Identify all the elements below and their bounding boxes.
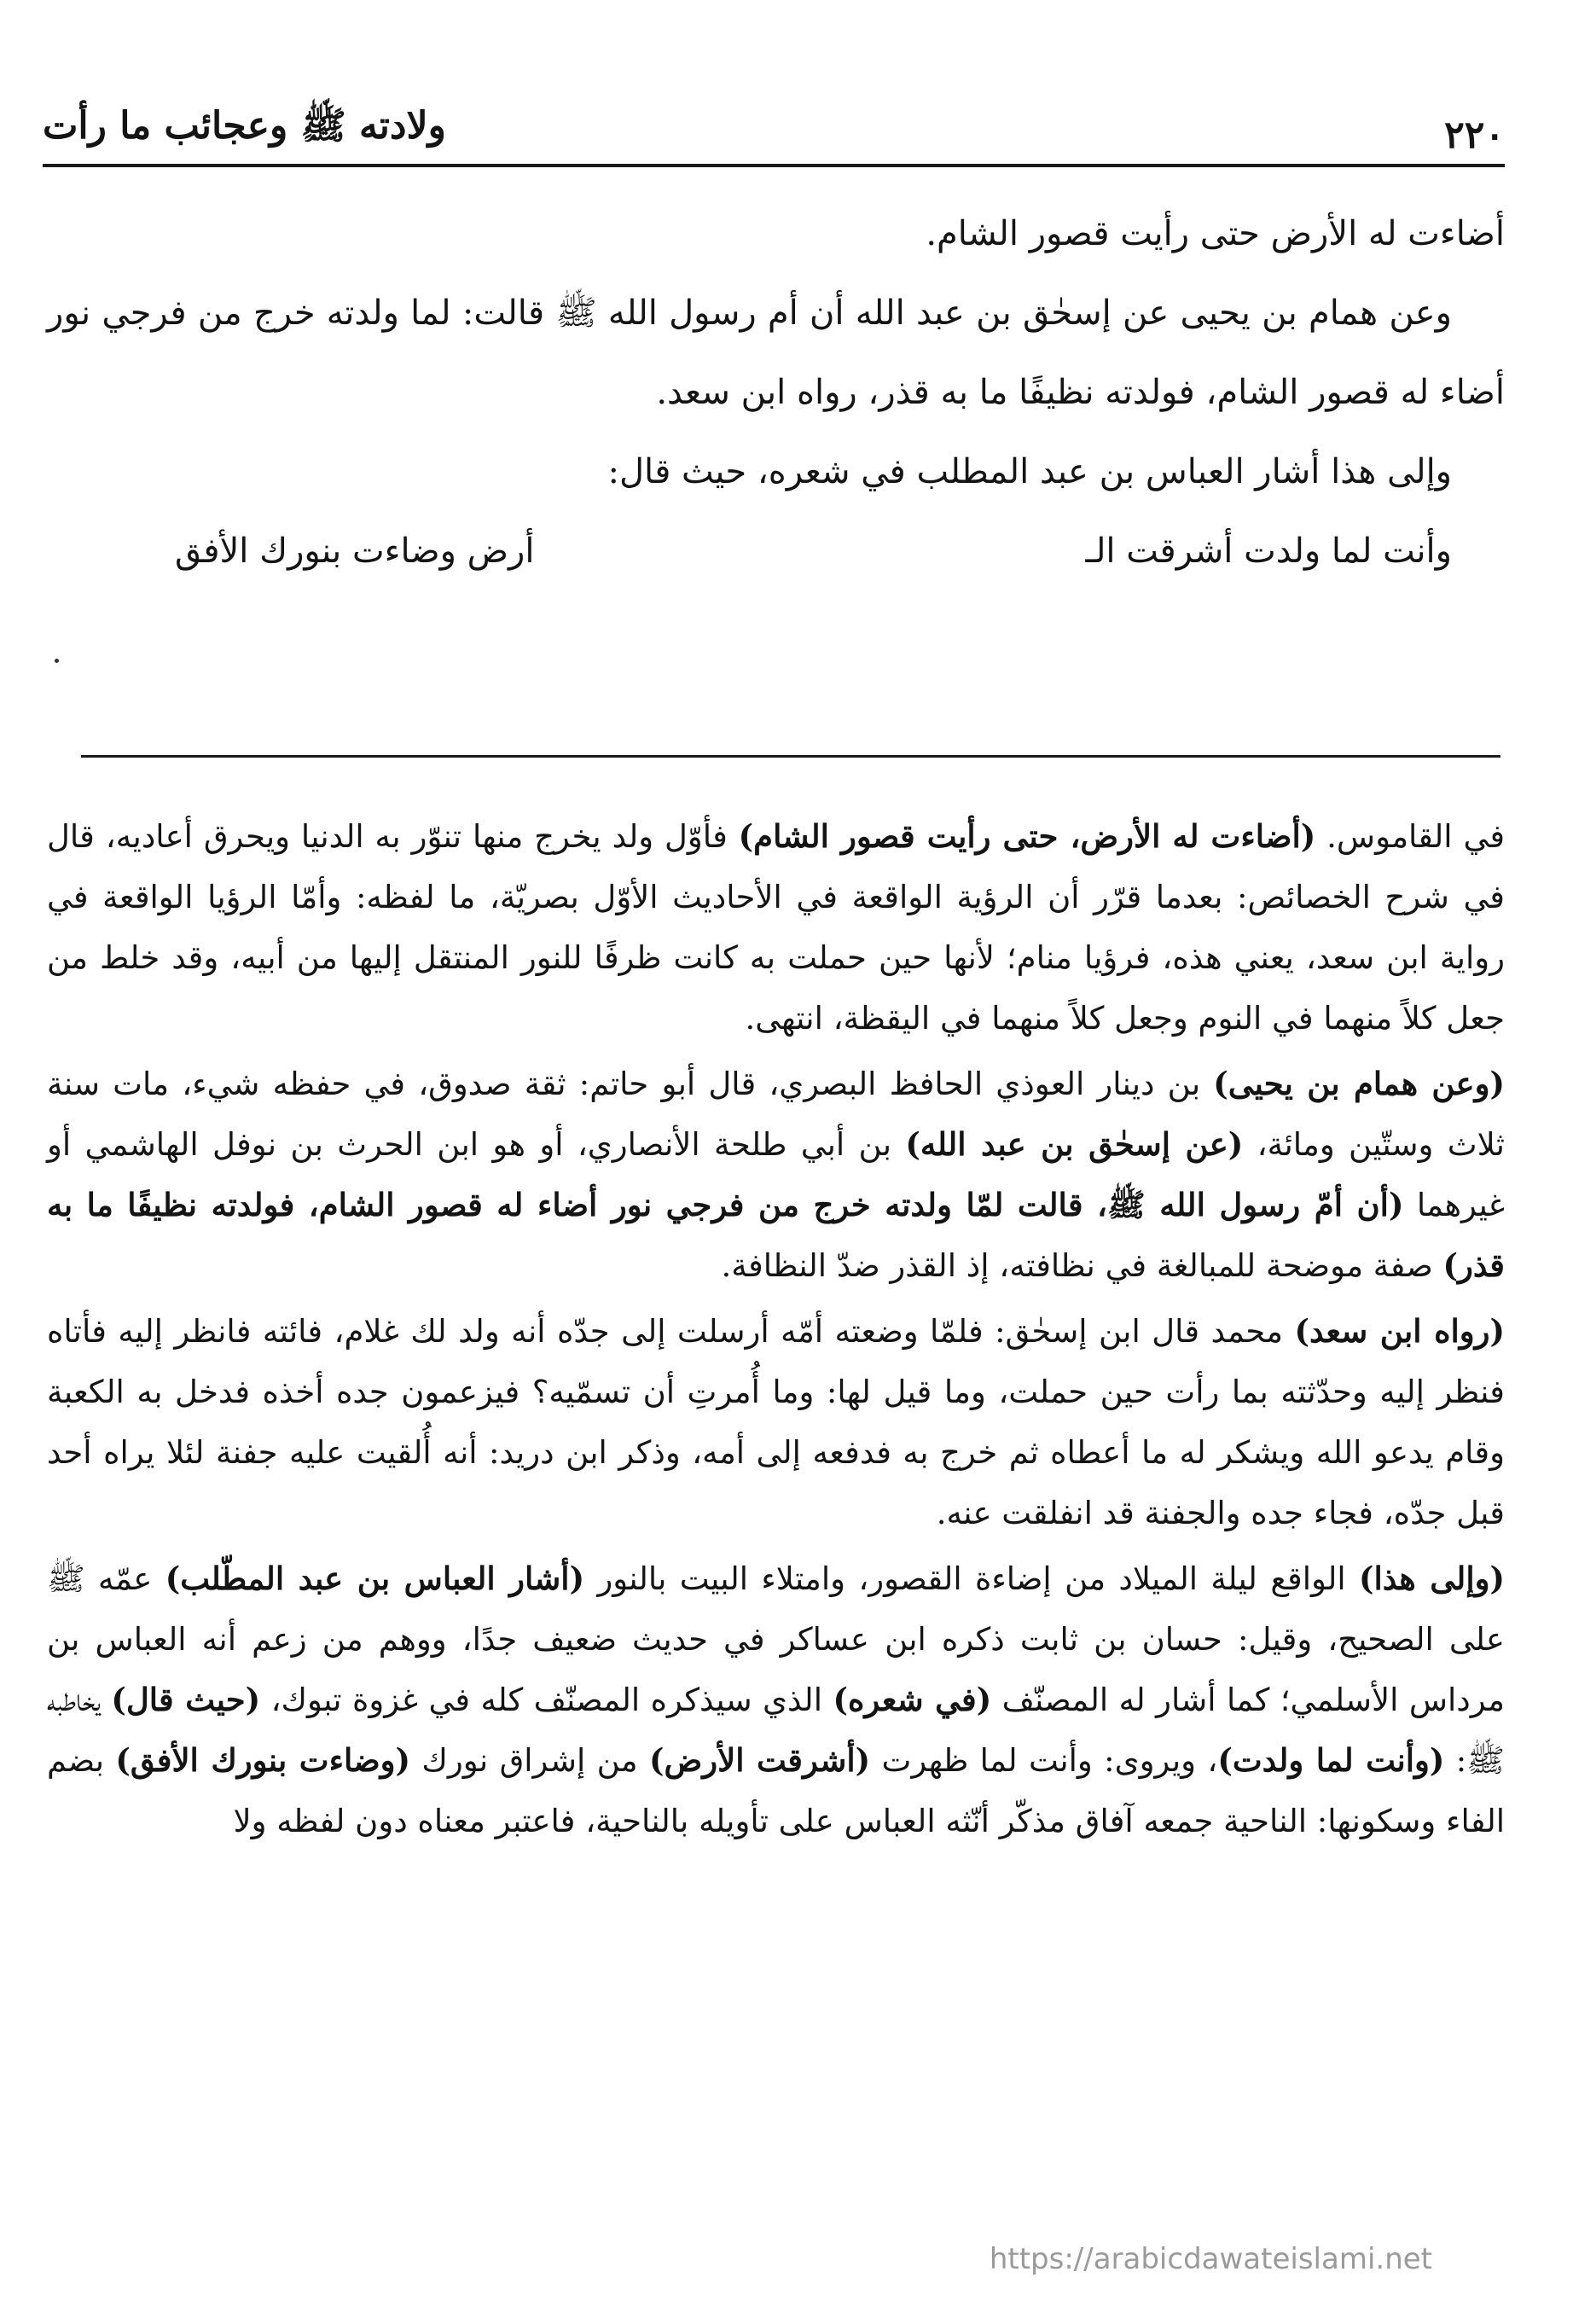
- page-number: ٢٢٠: [1444, 113, 1505, 157]
- commentary-text: بن أبي طلحة الأنصاري، أو هو ابن الحرث بن نوفل الهاشمي أو غيرهما: [47, 1126, 1505, 1223]
- main-paragraph-3: وإلى هذا أشار العباس بن عبد المطلب في شعره، حيث قال:: [607, 452, 1452, 491]
- commentary-paragraph-4: [47, 1548, 1505, 1851]
- commentary-text: محمد قال ابن إسحٰق: فلمّا وضعته أمّه أرسلت إلى جدّه أنه ولد لك غلام، فائته فانظر إليه فأتاه فنظر إليه وحدّثته بما رأت حين حملت، وما قيل لها: وما أُمرتِ أن تسمّيه؟ فيزعمون جده أخذه فدخل به الكعبة وقام يدعو الله ويشكر له ما أعطاه ثم خرج به فدفعه إلى أمه، وذكر ابن دريد: أنه أُلقيت عليه جفنة لئلا يراه أحد قبل جدّه، فجاء جده والجفنة قد انفلقت عنه.: [47, 1313, 1505, 1531]
- commentary-text: الواقع ليلة الميلاد من إضاءة القصور، وامتلاء البيت بالنور: [584, 1560, 1360, 1597]
- header-rule: [43, 164, 1505, 167]
- poem-verse: [47, 512, 1505, 591]
- commentary-text: من إشراق نورك: [410, 1742, 649, 1779]
- commentary-quote: (رواه ابن سعد): [1294, 1312, 1506, 1350]
- commentary-quote: (في شعره): [833, 1681, 992, 1718]
- main-paragraph-2: وعن همام بن يحيى عن إسحٰق بن عبد الله أن أم رسول الله ﷺ قالت: لما ولدته خرج من فرجي نور أضاء له قصور الشام، فولدته نظيفًا ما به قذر، رواه ابن سعد.: [47, 293, 1505, 412]
- chapter-title: ولادته ﷺ وعجائب ما رأت: [43, 104, 446, 148]
- commentary-text: بن دينار العوذي الحافظ البصري، قال أبو حاتم: ثقة صدوق، في حفظه شيء، مات سنة ثلاث وستّين ومائة،: [47, 1066, 1505, 1163]
- commentary-paragraph-1: [47, 806, 1505, 1049]
- commentary-quote: (وأنت لما ولدت): [1217, 1741, 1445, 1779]
- commentary-paragraph-3: [47, 1301, 1505, 1543]
- commentary-quote: (أن أمّ رسول الله ﷺ، قالت لمّا ولدته خرج من فرجي نور أضاء له قصور الشام، فولدته نظيفًا ما به قذر): [47, 1186, 1505, 1284]
- commentary-quote: (وضاءت بنورك الأفق): [115, 1741, 411, 1779]
- commentary-text: يخاطبه ﷺ:: [47, 1682, 1505, 1779]
- watermark-url: https://arabicdawateislami.net: [989, 2242, 1432, 2276]
- commentary-text: صفة موضحة للمبالغة في نظافته، إذ القذر ضدّ النظافة.: [721, 1247, 1443, 1284]
- main-line-1: أضاءت له الأرض حتى رأيت قصور الشام.: [926, 214, 1505, 253]
- verse-left-hemistich: أرض وضاءت بنورك الأفق: [175, 532, 535, 571]
- commentary-quote: (أشار العباس بن عبد المطّلب): [165, 1560, 585, 1597]
- main-text: [47, 195, 1505, 591]
- commentary-quote: (وإلى هذا): [1359, 1560, 1505, 1597]
- commentary: [47, 806, 1505, 1856]
- commentary-text: بضم الفاء وسكونها: الناحية جمعه آفاق مذكّر أنّثه العباس على تأويله بالناحية، فاعتبر معناه دون لفظه ولا: [47, 1742, 1505, 1839]
- commentary-quote: (أشرقت الأرض): [648, 1741, 871, 1779]
- commentary-quote: (عن إسحٰق بن عبد الله): [905, 1125, 1244, 1163]
- commentary-quote: (أضاءت له الأرض، حتى رأيت قصور الشام): [738, 817, 1316, 855]
- commentary-text: فأوّل ولد يخرج منها تنوّر به الدنيا ويحرق أعاديه، قال في شرح الخصائص: بعدما قرّر أن الرؤية الواقعة في الأحاديث الأوّل بصريّة، ما لفظه: وأمّا الرؤيا الواقعة في رواية ابن سعد، يعني هذه، فرؤيا منام؛ لأنها حين حملت به كانت ظرفًا للنور المنتقل إليها من أبيه، وقد خلط من جعل كلاً منهما في النوم وجعل كلاً منهما في اليقظة، انتهى.: [47, 818, 1505, 1037]
- commentary-text: في القاموس.: [1315, 818, 1506, 855]
- commentary-text: عمّه ﷺ على الصحيح، وقيل: حسان بن ثابت ذكره ابن عساكر في حديث ضعيف جدًا، ووهم من زعم أنه العباس بن مرداس الأسلمي؛ كما أشار له المصنّف: [47, 1560, 1505, 1718]
- commentary-text: الذي سيذكره المصنّف كله في غزوة تبوك،: [260, 1682, 833, 1718]
- running-header: [43, 92, 1505, 157]
- verse-right-hemistich: وأنت لما ولدت أشرقت الـ: [1085, 532, 1452, 571]
- commentary-quote: (وعن همام بن يحيى): [1213, 1065, 1505, 1102]
- margin-dot: [55, 659, 59, 663]
- footnote-rule: [81, 755, 1500, 758]
- commentary-quote: (حيث قال): [111, 1681, 261, 1718]
- commentary-text: ، ويروى: وأنت لما ظهرت: [870, 1742, 1218, 1779]
- commentary-paragraph-2: [47, 1054, 1505, 1296]
